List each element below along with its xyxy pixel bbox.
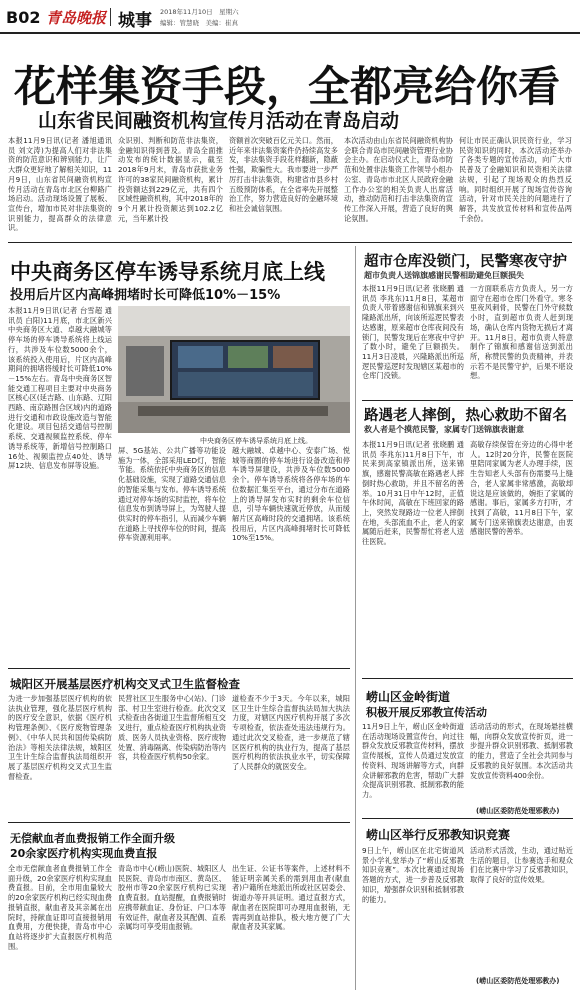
- cbd-photo-caption: 中央商务区停车诱导系统月底上线。: [200, 437, 312, 445]
- cbd-divider: [8, 668, 350, 669]
- quiz-column-2: 活动形式活泼，生动，通过贴近生活的题目，让参赛选手和观众们在比赛中学习了反邪教知识，取得了良好的宣传效果。: [470, 846, 573, 885]
- medical-column-2: 民营社区卫生服务中心(站)、门诊部、村卫生室进行检查。此次交叉式检查由各街道卫生监督所相互交叉进行，重点检查医疗机构执业资质、医务人员执业资格、医疗废物处置、消毒隔离、传染病防治等内容，共检查医疗机构50余家。: [118, 694, 226, 762]
- cbd-headline: 中央商务区停车诱导系统月底上线: [10, 260, 325, 284]
- cbd-photo: [118, 306, 350, 433]
- elder-headline: 路遇老人摔倒，热心救助不留名: [364, 408, 567, 424]
- cbd-column-3: 越大融城、卓越中心、安泰广场、悦城等商圈的停车场进行设备改造和停车诱导屏建设，共涉及车位数5000余个。停车诱导系统将各停车场的车位数据汇集至平台，通过分布在道路上的诱导屏发布实时的剩余车位信息，引导车辆快速就近停放，从而缓解片区高峰时段的交通拥堵。该系统投用后，片区内高峰拥堵时长可降低10%至15%。: [232, 446, 350, 543]
- supermarket-divider: [362, 400, 573, 401]
- cbd-column-2: 屏、5G基站、公共广播等功能设施为一体，全部采用LED灯，智能节能。系统依托中央商务区的信息化基础设施，实现了道路交通信息的智能采集与发布。停车诱导系统通过对停车场的实时监控，将车位信息发布到诱导屏上，为驾驶人提供实时的停车指引，从而减少车辆在道路上寻找停车位的时间，提高停车资源利用率。: [118, 446, 226, 543]
- lead-subhead: 山东省民间融资机构宣传月活动在青岛启动: [38, 110, 400, 132]
- supermarket-headline: 超市仓库没锁门，民警寒夜守护: [364, 254, 567, 270]
- masthead-logo: 青岛晚报: [46, 9, 107, 27]
- elder-column-2: 高敏存续保管在旁边的心得中老人。12时20分许，民警在医院里陪同家属为老人办理手续，医生告知老人头部有伤需要马上缝合，老人家属非常感激，高敏却说这是应该做的，婉拒了家属的感谢。事后，家属多方打听，才找到了高敏，11月8日下午，家属专门送来锦旗表达谢意，由衷感谢民警的善举。: [470, 440, 573, 537]
- quiz-headline: 崂山区举行反邪教知识竞赛: [366, 828, 511, 842]
- supermarket-subhead: 超市负责人送锦旗感谢民警相助避免巨额损失: [364, 271, 524, 280]
- jinling-subhead: 积极开展反邪教宣传活动: [366, 706, 487, 719]
- header-divider: [110, 8, 111, 26]
- blood-column-1: 全市无偿献血者血费报销工作全面升级，20余家医疗机构实现血费直报。目前，全市用血量较大的20余家医疗机构已经实现血费报销直报，献血者及其亲属在出院时，持献血证即可直接报销用血费用，方便快捷，青岛市中心血站将逐步扩大直报医疗机构范围。: [8, 864, 112, 951]
- quiz-credit: (崂山区委防范处理邪教办): [476, 977, 560, 985]
- supermarket-column-2: 一方面联系店方负责人，另一方面守在超市仓库门外看守。寒冬里夜风刺骨，民警在门外守候数小时，直到超市负责人赶到现场，确认仓库内货物无损后才离开。11月8日，超市负责人特意制作了锦旗和感谢信送到派出所，称赞民警的负责精神，并表示若不是民警守护，后果不堪设想。: [470, 284, 573, 381]
- jinling-credit: (崂山区委防范处理邪教办): [476, 807, 560, 815]
- cbd-subhead: 投用后片区内高峰拥堵时长可降低10%－15%: [10, 288, 281, 303]
- lead-column-3: 资额首次突破百亿元关口。然而，近年来非法集资案件仍持续高发多发，非法集资手段花样翻新，隐蔽性强，欺骗性大。我市要进一步严厉打击非法集资，构建省市县乡村五级预防体系，在全省率先开展整治工作，努力营造良好的金融环境和社会诚信氛围。: [229, 136, 338, 213]
- lead-divider: [8, 242, 572, 243]
- elder-divider: [362, 678, 573, 679]
- quiz-column-1: 9日上午，崂山区在北宅街道风景小学礼堂举办了“崂山反邪教知识竞赛”。本次比赛通过现场答题的方式，进一步普及反邪教知识，增强群众识别和抵制邪教的能力。: [362, 846, 464, 904]
- blood-column-2: 青岛市中心(崂山)医院、城阳区人民医院、青岛市市南区、黄岛区、胶州市等20余家医疗机构已实现血费直报。血站提醒，血费报销时应携带献血证、身份证、户口本等有效证件，献血者及其配偶、直系亲属均可享受用血报销。: [118, 864, 226, 932]
- medical-divider: [8, 822, 350, 823]
- lead-headline: 花样集资手段，全都亮给你看: [14, 62, 561, 111]
- lead-column-4: 本次活动由山东省民间融资机构协会联合青岛市民间融资管理行业协会主办。在启动仪式上，青岛市防范和处置非法集资工作领导小组办公室、青岛市市北区人民政府金融工作办公室的相关负责人出席活动，推动防范和打击非法集资的宣传工作深入开展，营造了良好的舆论氛围。: [344, 136, 453, 223]
- lead-column-1: 本报11月9日讯(记者 潘旭通讯员 刘文涛)为提高人们对非法集资的防范意识和辨别能力，让广大群众更好地了解相关知识，11月9日，山东省民间融资机构宣传月活动在青岛市北区台柳路广场启动。活动现场设置了展板、宣传台，增加市民对非法集资的识别能力，提高群众的法律意识。: [8, 136, 112, 233]
- medical-headline: 城阳区开展基层医疗机构交叉式卫生监督检查: [10, 677, 240, 691]
- lead-column-5: 何让市民正确认识民资行业，学习民资知识的同时，本次活动还举办了各类专题的宣传活动，向广大市民普及了金融知识和民资相关法律法规，引起了现场观众的热烈反响。同时组织开展了现场宣传咨询活动，针对市民关注的问题进行了解答，共发放宣传材料和宣传品两千余份。: [459, 136, 572, 223]
- blood-headline-1: 无偿献血者血费报销工作全面升级: [10, 832, 175, 845]
- medical-column-3: 道检查不少于3天。今年以来，城阳区卫生计生综合监督执法局加大执法力度，对辖区内医疗机构开展了多次专项检查，依法查处违法违规行为。通过此次交叉检查，进一步规范了辖区医疗机构的执业行为，提高了基层医疗机构的依法执业水平，切实保障了人民群众的就医安全。: [232, 694, 350, 771]
- elder-column-1: 本报11月9日讯(记者 张晓鹏 通讯员 李兆东)11月8日下午，市民来到高家镇派出所，送来锦旗，感谢民警高敏在路遇老人摔倒时热心救助，并且不留名的善举。10月31日中午12时，正值午休时间，高敏在下班回家的路上，突然发现路边一位老人摔倒在地，头部流血不止，老人的家属随后赶来，民警帮忙将老人送往医院。: [362, 440, 464, 547]
- lead-column-2: 众识别、判断和防范非法集资，金融知识得到普及。青岛全面推动发布的统计数据显示，截至2018年9月末，青岛市获批业务许可的38家民间融资机构，累计投资额达到229亿元，共有四个区域性融资机构，其中2018年的9个月累计投资额达到102.2亿元，当年累计投: [118, 136, 223, 223]
- medical-column-1: 为进一步加强基层医疗机构的依法执业管理，强化基层医疗机构的医疗安全意识，依据《医疗机构管理条例》、《医疗废物管理条例》、《中华人民共和国传染病防治法》等相关法律法规，城阳区卫生计生综合监督执法局组织开展了基层医疗机构交叉式卫生监督检查。: [8, 694, 112, 781]
- blood-headline-2: 20余家医疗机构实现血费直报: [10, 847, 158, 860]
- date-line: 2018年11月10日 星期六: [160, 8, 239, 16]
- page-number: B02: [6, 8, 41, 27]
- jinling-divider: [362, 818, 573, 819]
- elder-subhead: 救人者是个摸范民警，家属专门送锦旗表谢意: [364, 425, 524, 434]
- supermarket-column-1: 本报11月9日讯(记者 张晓鹏 通讯员 李兆东)11月8日，某超市负责人带着感谢信和锦旗来到兴隆路派出所，向该所巡逻民警表达感谢，原来超市仓库夜间没有锁门，民警发现后在寒夜中守护了数小时，避免了巨额损失。11月3日凌晨，兴隆路派出所巡逻民警巡逻时发现辖区某超市的仓库门没锁。: [362, 284, 464, 381]
- cbd-column-1: 本报11月9日讯(记者 台雪超 通讯员 白阳)11月底，市北区新兴中央商务区大道、卓越大融城等停车场的停车诱导系统将上线运行，共涉及车位数5000余个，该系统投入使用后，片区内高峰期间的拥堵将缓时长可降低10%－15%左右。青岛中央商务区智能交通工程项目主要对中央商务区核心区(延吉路、山东路、辽阳西路、南京路围合区域)内的道路进行交通和市政设施改造与智能化建设。项目包括交通信号控制系统、交通视频监控系统、停车诱导系统等，新增信号控制路口16处、视频监控点40处、诱导屏12块、信息发布屏等设施。: [8, 306, 112, 471]
- editor-line: 编辑：管慧晓 美编：崔真: [160, 19, 238, 27]
- blood-column-3: 出生证、公证书等案件，上述材料不能证明亲属关系的需到用血者(献血者)户籍所在地派出所或社区居委会、街道办等开具证明。通过直报方式，献血者在医院即可办理用血报销，无需再到血站排队，极大地方便了广大献血者及其家属。: [232, 864, 350, 932]
- jinling-headline: 崂山区金岭街道: [366, 690, 451, 704]
- jinling-column-2: 活动活动的形式，在现场悬挂横幅，向群众发放宣传折页，进一步提升群众识别邪教、抵制邪教的能力，营造了全社会共同参与反邪教的良好氛围。本次活动共发放宣传资料400余份。: [470, 722, 573, 780]
- column-separator: [355, 246, 356, 990]
- section-name: 城事: [118, 11, 152, 31]
- jinling-column-1: 11月9日上午，崂山区金岭街道在活动现场设置宣传台，向过往群众发放反邪教宣传材料，摆放宣传展板，宣传人员通过发放宣传资料、现场讲解等方式，向群众讲解邪教的危害，帮助广大群众提高识别邪教、抵制邪教的能力。: [362, 722, 464, 799]
